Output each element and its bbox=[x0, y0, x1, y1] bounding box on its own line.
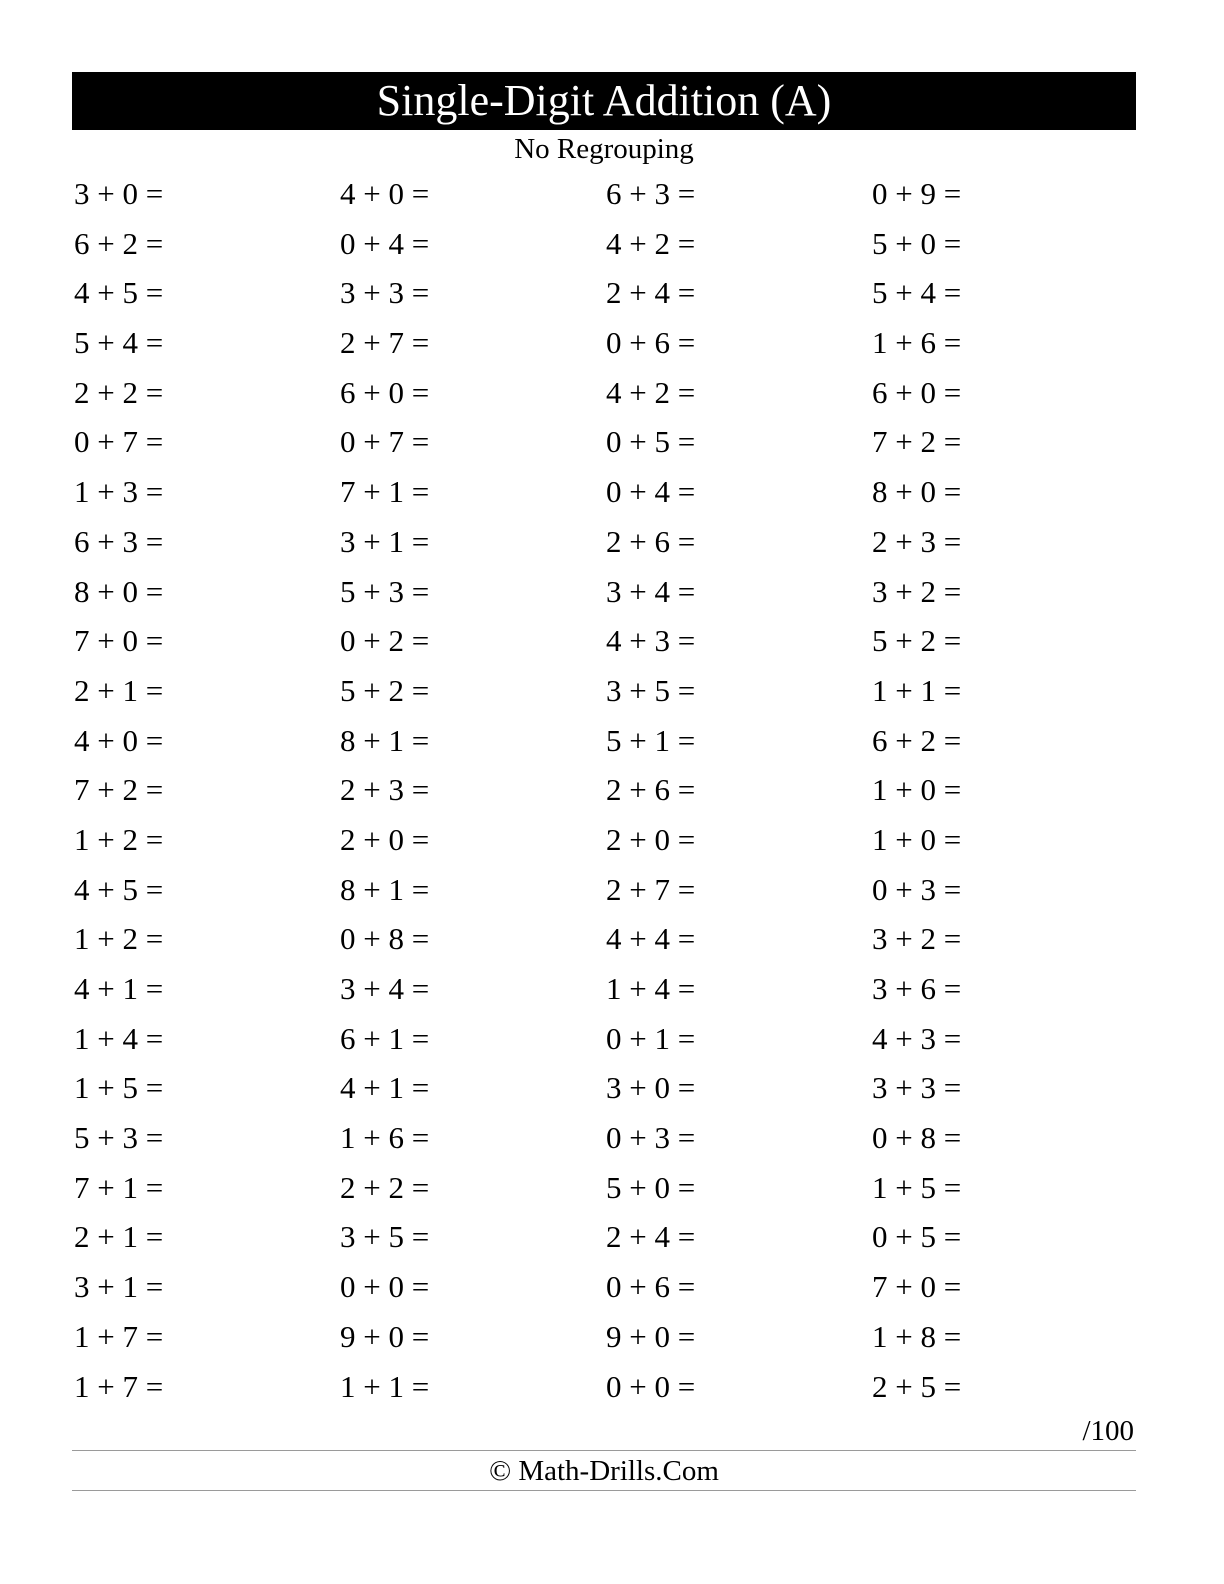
addition-problem: 2 + 7 = bbox=[340, 325, 430, 361]
addition-problem: 0 + 3 = bbox=[872, 871, 962, 907]
addition-problem: 4 + 0 = bbox=[340, 176, 430, 211]
addition-problem: 2 + 7 = bbox=[606, 871, 696, 907]
addition-problem: 8 + 0 = bbox=[74, 573, 164, 609]
worksheet-title: Single-Digit Addition (A) bbox=[376, 76, 832, 125]
addition-problem: 1 + 5 = bbox=[74, 1070, 164, 1106]
addition-problem: 1 + 2 = bbox=[74, 821, 164, 857]
addition-problem: 0 + 2 = bbox=[340, 623, 430, 659]
addition-problem: 0 + 7 = bbox=[74, 424, 164, 460]
addition-problem: 0 + 5 = bbox=[606, 424, 696, 460]
addition-problem: 3 + 3 = bbox=[340, 275, 430, 311]
addition-problem: 0 + 7 = bbox=[340, 424, 430, 460]
addition-problem: 3 + 0 = bbox=[74, 176, 164, 211]
addition-problem: 5 + 4 = bbox=[74, 325, 164, 361]
addition-problem: 1 + 4 = bbox=[606, 971, 696, 1006]
addition-problem: 4 + 2 = bbox=[606, 225, 696, 261]
addition-problem: 2 + 0 = bbox=[340, 821, 430, 857]
addition-problem: 3 + 5 = bbox=[340, 1219, 430, 1255]
addition-problem: 7 + 0 = bbox=[74, 623, 164, 659]
addition-problem: 1 + 2 = bbox=[74, 921, 164, 957]
addition-problem: 1 + 0 = bbox=[872, 772, 962, 808]
addition-problem: 5 + 3 = bbox=[74, 1120, 164, 1156]
addition-problem: 6 + 3 = bbox=[606, 176, 696, 211]
addition-problem: 8 + 1 = bbox=[340, 871, 430, 907]
addition-problem: 3 + 1 = bbox=[74, 1269, 164, 1305]
addition-problem: 1 + 4 = bbox=[74, 1020, 164, 1056]
addition-problem: 5 + 2 = bbox=[340, 672, 430, 708]
addition-problem: 4 + 1 = bbox=[340, 1070, 430, 1106]
addition-problem: 6 + 0 = bbox=[340, 374, 430, 410]
addition-problem: 0 + 3 = bbox=[606, 1120, 696, 1156]
addition-problem: 3 + 4 = bbox=[340, 971, 430, 1006]
addition-problem: 3 + 6 = bbox=[872, 971, 962, 1006]
addition-problem: 3 + 3 = bbox=[872, 1070, 962, 1106]
addition-problem: 4 + 3 = bbox=[606, 623, 696, 659]
addition-problem: 0 + 8 = bbox=[340, 921, 430, 957]
addition-problem: 3 + 5 = bbox=[606, 672, 696, 708]
addition-problem: 1 + 1 = bbox=[872, 672, 962, 708]
worksheet-subtitle: No Regrouping bbox=[514, 133, 694, 165]
addition-problem: 2 + 5 = bbox=[872, 1368, 962, 1404]
addition-problem: 1 + 1 = bbox=[340, 1368, 430, 1404]
addition-problem: 2 + 0 = bbox=[606, 821, 696, 857]
footer-rule-bottom bbox=[72, 1490, 1136, 1491]
addition-problem: 7 + 2 = bbox=[74, 772, 164, 808]
addition-problem: 1 + 3 = bbox=[74, 474, 164, 510]
addition-problem: 6 + 3 = bbox=[74, 523, 164, 559]
addition-problem: 1 + 6 = bbox=[340, 1120, 430, 1156]
addition-problem: 1 + 8 = bbox=[872, 1318, 962, 1354]
addition-problem: 4 + 5 = bbox=[74, 275, 164, 311]
addition-problem: 1 + 6 = bbox=[872, 325, 962, 361]
footer-copyright: © Math-Drills.Com bbox=[489, 1455, 719, 1487]
addition-problem: 2 + 6 = bbox=[606, 772, 696, 808]
addition-problem: 0 + 0 = bbox=[340, 1269, 430, 1305]
addition-problem: 0 + 6 = bbox=[606, 325, 696, 361]
addition-problem: 3 + 2 = bbox=[872, 921, 962, 957]
addition-problem: 5 + 4 = bbox=[872, 275, 962, 311]
addition-problem: 0 + 5 = bbox=[872, 1219, 962, 1255]
addition-problem: 9 + 0 = bbox=[340, 1318, 430, 1354]
addition-problem: 7 + 0 = bbox=[872, 1269, 962, 1305]
addition-problem: 1 + 0 = bbox=[872, 821, 962, 857]
addition-problem: 5 + 0 = bbox=[872, 225, 962, 261]
addition-problem: 2 + 3 = bbox=[340, 772, 430, 808]
addition-problem: 2 + 2 = bbox=[340, 1169, 430, 1205]
addition-problem: 0 + 4 = bbox=[606, 474, 696, 510]
addition-problem: 6 + 0 = bbox=[872, 374, 962, 410]
addition-problem: 0 + 6 = bbox=[606, 1269, 696, 1305]
addition-problem: 4 + 2 = bbox=[606, 374, 696, 410]
addition-problem: 2 + 4 = bbox=[606, 275, 696, 311]
addition-problem: 2 + 1 = bbox=[74, 672, 164, 708]
title-bar bbox=[72, 72, 1136, 130]
footer-rule-top bbox=[72, 1450, 1136, 1451]
problem-grid bbox=[74, 169, 1136, 1411]
addition-problem: 7 + 2 = bbox=[872, 424, 962, 460]
addition-problem: 5 + 0 = bbox=[606, 1169, 696, 1205]
addition-problem: 8 + 0 = bbox=[872, 474, 962, 510]
addition-problem: 0 + 9 = bbox=[872, 176, 962, 211]
addition-problem: 3 + 0 = bbox=[606, 1070, 696, 1106]
addition-problem: 6 + 2 = bbox=[872, 722, 962, 758]
addition-problem: 4 + 3 = bbox=[872, 1020, 962, 1056]
addition-problem: 0 + 1 = bbox=[606, 1020, 696, 1056]
addition-problem: 4 + 1 = bbox=[74, 971, 164, 1006]
addition-problem: 2 + 3 = bbox=[872, 523, 962, 559]
addition-problem: 4 + 0 = bbox=[74, 722, 164, 758]
addition-problem: 8 + 1 = bbox=[340, 722, 430, 758]
addition-problem: 2 + 6 = bbox=[606, 523, 696, 559]
addition-problem: 3 + 1 = bbox=[340, 523, 430, 559]
score-label: /100 bbox=[1082, 1415, 1134, 1447]
addition-problem: 5 + 1 = bbox=[606, 722, 696, 758]
addition-problem: 7 + 1 = bbox=[74, 1169, 164, 1205]
addition-problem: 3 + 4 = bbox=[606, 573, 696, 609]
addition-problem: 4 + 4 = bbox=[606, 921, 696, 957]
addition-problem: 9 + 0 = bbox=[606, 1318, 696, 1354]
addition-problem: 5 + 2 = bbox=[872, 623, 962, 659]
addition-problem: 3 + 2 = bbox=[872, 573, 962, 609]
addition-problem: 2 + 4 = bbox=[606, 1219, 696, 1255]
addition-problem: 5 + 3 = bbox=[340, 573, 430, 609]
addition-problem: 2 + 1 = bbox=[74, 1219, 164, 1255]
addition-problem: 4 + 5 = bbox=[74, 871, 164, 907]
addition-problem: 7 + 1 = bbox=[340, 474, 430, 510]
addition-problem: 6 + 1 = bbox=[340, 1020, 430, 1056]
addition-problem: 1 + 5 = bbox=[872, 1169, 962, 1205]
addition-problem: 0 + 0 = bbox=[606, 1368, 696, 1404]
addition-problem: 1 + 7 = bbox=[74, 1368, 164, 1404]
addition-problem: 1 + 7 = bbox=[74, 1318, 164, 1354]
addition-problem: 0 + 8 = bbox=[872, 1120, 962, 1156]
addition-problem: 2 + 2 = bbox=[74, 374, 164, 410]
addition-problem: 0 + 4 = bbox=[340, 225, 430, 261]
addition-problem: 6 + 2 = bbox=[74, 225, 164, 261]
